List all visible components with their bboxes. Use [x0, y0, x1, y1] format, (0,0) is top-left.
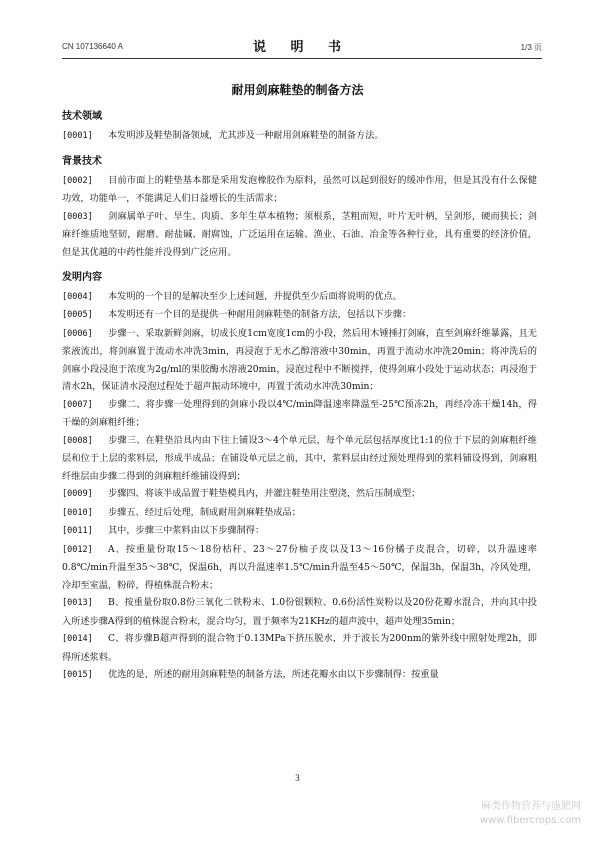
paragraph-number: [0015]	[62, 670, 93, 680]
header-rule	[62, 58, 542, 59]
paragraph-number: [0004]	[62, 291, 93, 302]
paragraph-text: 本发明涉及鞋垫制备领域，尤其涉及一种耐用剑麻鞋垫的制备方法。	[108, 129, 384, 141]
paragraph-number: [0006]	[62, 328, 93, 339]
paragraph	[62, 630, 537, 666]
paragraph	[62, 306, 537, 325]
document-title: 耐用剑麻鞋垫的制备方法	[231, 83, 364, 97]
paragraph-number: [0005]	[62, 310, 93, 320]
paragraph	[62, 666, 537, 685]
paragraph-text: 步骤三、在鞋垫沿具内由下往上铺设3～4个单元层，每个单元层包括厚度比1:1的位于下层的剑麻粗纤维层和位于上层的浆料层，形成半成品；在铺设单元层之前，其中，浆料层由经过预处理得到的浆料铺设得到，剑麻粗纤维层由步骤二得到的剑麻粗纤维铺设得到；	[62, 434, 537, 482]
paragraph	[62, 432, 537, 486]
paragraph	[62, 485, 537, 504]
page-number: 3	[295, 773, 300, 783]
doc-number: CN 107136640 A	[62, 42, 123, 51]
paragraph-number: [0001]	[62, 130, 93, 141]
paragraph	[62, 288, 537, 307]
paragraph-number: [0003]	[62, 211, 93, 222]
paragraph-text: A、按重量份取15～18份枯秆、23～27份柚子皮以及13～16份橘子皮混合，切碎，以升温速率0.8℃/min升温至35～38℃，保温6h，再以升温速率1.5℃/min升温至45～50℃，保温3h，保温3h，冷风处理，冷却至室温，粉碎，得植株混合粉末；	[62, 543, 537, 591]
paragraph-text: 目前市面上的鞋垫基本都是采用发泡橡胶作为原料，虽然可以起到很好的缓冲作用，但是其没有什么保健功效，功能单一，不能满足人们日益增长的生活需求；	[62, 174, 537, 204]
paragraph-number: [0014]	[62, 634, 93, 644]
paragraph-number: [0007]	[62, 399, 93, 410]
paragraph-text: 步骤五、经过后处理，制成耐用剑麻鞋垫成品；	[108, 506, 301, 518]
paragraph	[62, 127, 537, 146]
paragraph	[62, 522, 537, 541]
watermark	[480, 800, 581, 828]
paragraph-text: C、将步骤B超声得到的混合物于0.13MPa下挤压脱水，并于波长为200nm的紫外线中照射处理2h，即得所述浆料。	[62, 633, 537, 663]
paragraph	[62, 504, 537, 523]
paragraph	[62, 396, 537, 432]
paragraph	[62, 594, 537, 630]
paragraph-text: 步骤二、将步骤一处理得到的剑麻小段以4℃/min降温速率降温至-25℃预冻2h，再经冷冻干燥14h，得干燥的剑麻粗纤维；	[62, 398, 537, 428]
section-title: 说 明 书	[252, 40, 352, 55]
paragraph-text: 本发明的一个目的是解决至少上述问题，并提供至少后面将说明的优点。	[108, 290, 402, 302]
paragraph-number: [0008]	[62, 435, 93, 446]
section-heading: 背景技术	[62, 156, 102, 167]
paragraph-number: [0010]	[62, 507, 93, 518]
paragraph-text: 本发明还有一个目的是提供一种耐用剑麻鞋垫的制备方法，包括以下步骤：	[108, 309, 412, 320]
section-heading: 技术领域	[62, 111, 102, 122]
page-indicator: 1/3 页	[520, 43, 542, 52]
paragraph-text: 优选的是，所述的耐用剑麻鞋垫的制备方法，所述花瓣水由以下步骤制得：按重量	[108, 669, 439, 680]
paragraph-number: [0012]	[62, 544, 93, 555]
paragraph	[62, 172, 537, 208]
paragraph-number: [0002]	[62, 175, 93, 186]
paragraph	[62, 208, 537, 262]
paragraph-text: 剑麻属单子叶、旱生、肉质、多年生草本植物；须根系，茎粗而短，叶片无叶柄，呈剑形，硬而狭长；剑麻纤维质地坚韧，耐磨、耐盐碱、耐腐蚀，广泛运用在运输、渔业、石油、冶金等各种行业，具有重要的经济价值，但是其优越的中药性能并没得到广泛应用。	[62, 210, 537, 258]
paragraph-text: B、按重量份取0.8份三氧化二铁粉末、1.0份银颗粒、0.6份活性炭粉以及20份花瓣水混合，并向其中投入所述步骤A得到的植株混合粉末，混合均匀，置于频率为21KHz的超声波中，超声处理35min；	[62, 597, 537, 627]
paragraph-text: 步骤一、采取新鲜剑麻，切成长度1cm宽度1cm的小段，然后用木锤捶打剑麻，直至剑麻纤维暴露，且无浆液流出，将剑麻置于流动水冲洗3min，再浸泡于无水乙醇溶液中30min，再置于流动水冲洗20min；将冲洗后的剑麻小段浸泡于浓度为2g/ml的果胶酶水溶液20min，浸泡过程中不断搅拌，使得剑麻小段处于运动状态；再浸泡于清水2h，保证清水浸泡过程处于超声振动环境中，再置于流动水冲洗30min；	[62, 327, 537, 392]
section-heading: 发明内容	[62, 272, 102, 283]
paragraph-number: [0011]	[62, 526, 93, 536]
paragraph-number: [0009]	[62, 489, 93, 499]
page-header	[62, 36, 542, 56]
paragraph-text: 步骤四、将该半成品置于鞋垫模具内，并灌注鞋垫用注塑浇，然后压制成型；	[108, 488, 421, 499]
paragraph	[62, 541, 537, 595]
document-body	[62, 108, 537, 685]
paragraph-text: 其中，步骤三中浆料由以下步骤制得：	[108, 525, 265, 536]
paragraph-number: [0013]	[62, 598, 93, 608]
paragraph	[62, 325, 537, 396]
watermark-line: www.fibercrops.com	[479, 815, 581, 826]
watermark-line: 麻类作物营养与施肥网	[481, 801, 581, 812]
